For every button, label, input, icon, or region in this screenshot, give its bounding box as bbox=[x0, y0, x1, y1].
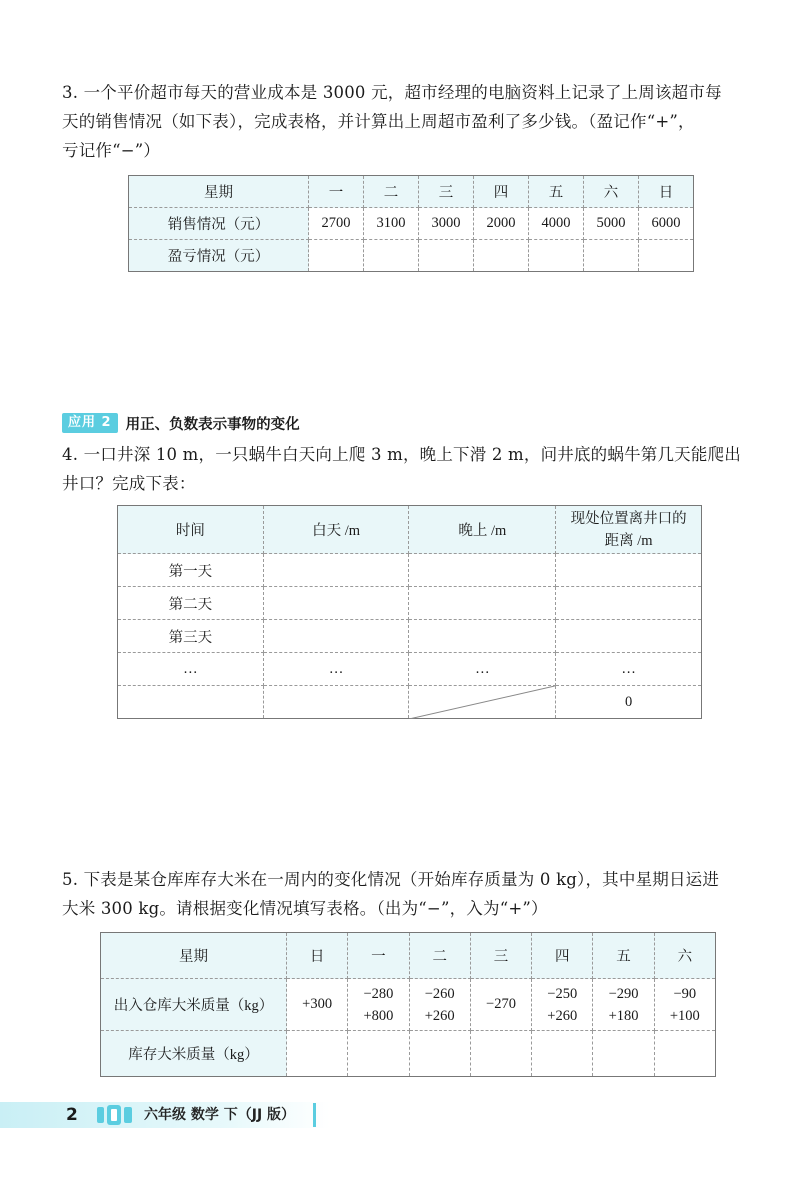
value-in: +800 bbox=[363, 1007, 394, 1024]
blank-cell[interactable] bbox=[348, 1031, 409, 1077]
header-cell: 四 bbox=[474, 176, 529, 208]
header-cell: 二 bbox=[364, 176, 419, 208]
blank-cell[interactable] bbox=[263, 686, 409, 719]
header-cell: 日 bbox=[287, 933, 348, 979]
table-cell: 5000 bbox=[584, 208, 639, 240]
row-label: 库存大米质量（kg） bbox=[101, 1031, 287, 1077]
ellipsis-cell: … bbox=[263, 653, 409, 686]
final-distance-cell: 0 bbox=[556, 686, 702, 719]
table-row bbox=[118, 686, 702, 719]
header-cell: 一 bbox=[309, 176, 364, 208]
q3-line-2: 天的销售情况（如下表），完成表格，并计算出上周超市盈利了多少钱。（盈记作“+”， bbox=[62, 112, 695, 131]
row-label: 盈亏情况（元） bbox=[129, 240, 309, 272]
blank-cell[interactable] bbox=[364, 240, 419, 272]
q3-header-row bbox=[129, 176, 694, 208]
row-label: 第三天 bbox=[118, 620, 264, 653]
blank-cell[interactable] bbox=[263, 620, 409, 653]
q3-sales-row bbox=[129, 208, 694, 240]
q5-line-1: 5. 下表是某仓库库存大米在一周内的变化情况（开始库存质量为 0 kg），其中星期日运进 bbox=[62, 870, 720, 889]
ellipsis-cell: … bbox=[409, 653, 556, 686]
value-in: +100 bbox=[669, 1007, 700, 1024]
blank-cell[interactable] bbox=[593, 1031, 654, 1077]
table-cell bbox=[348, 979, 409, 1031]
blank-cell[interactable] bbox=[556, 620, 702, 653]
q5-rice-table bbox=[100, 932, 716, 1077]
table-cell: 6000 bbox=[639, 208, 694, 240]
header-cell: 一 bbox=[348, 933, 409, 979]
q3-sales-table bbox=[128, 175, 694, 272]
table-cell: +300 bbox=[287, 979, 348, 1031]
blank-cell[interactable] bbox=[309, 240, 364, 272]
table-cell: 3000 bbox=[419, 208, 474, 240]
diagonal-line bbox=[409, 686, 555, 719]
value-out: −250 bbox=[547, 985, 578, 1002]
header-text: 距离 /m bbox=[604, 532, 653, 549]
value-in: +180 bbox=[608, 1007, 639, 1024]
q4-line-2: 井口？完成下表： bbox=[62, 474, 196, 493]
value-in: +260 bbox=[547, 1007, 578, 1024]
q5-stock-row bbox=[101, 1031, 716, 1077]
row-label: 销售情况（元） bbox=[129, 208, 309, 240]
footer-book-title: 六年级 数学 下（JJ 版） bbox=[144, 1107, 296, 1123]
table-cell bbox=[532, 979, 593, 1031]
blank-cell[interactable] bbox=[263, 587, 409, 620]
section-heading bbox=[62, 412, 300, 434]
header-cell: 日 bbox=[639, 176, 694, 208]
table-cell: 2000 bbox=[474, 208, 529, 240]
row-label: 第一天 bbox=[118, 554, 264, 587]
blank-cell[interactable] bbox=[409, 620, 556, 653]
table-cell: 2700 bbox=[309, 208, 364, 240]
table-cell bbox=[654, 979, 715, 1031]
table-cell: −270 bbox=[470, 979, 531, 1031]
header-cell: 三 bbox=[470, 933, 531, 979]
section-title: 用正、负数表示事物的变化 bbox=[125, 416, 300, 433]
header-cell: 六 bbox=[584, 176, 639, 208]
header-cell: 白天 /m bbox=[263, 506, 409, 554]
q3-line-1: 3. 一个平价超市每天的营业成本是 3000 元，超市经理的电脑资料上记录了上周该超市每 bbox=[62, 83, 722, 102]
blank-cell[interactable] bbox=[532, 1031, 593, 1077]
value-out: −90 bbox=[673, 985, 697, 1002]
blank-cell[interactable] bbox=[556, 587, 702, 620]
brand-logo-icon bbox=[95, 1104, 135, 1126]
section-tag-badge: 应用 2 bbox=[62, 413, 118, 433]
blank-cell[interactable] bbox=[409, 587, 556, 620]
diagonal-cell bbox=[409, 686, 556, 719]
blank-cell[interactable] bbox=[409, 554, 556, 587]
table-cell bbox=[409, 979, 470, 1031]
table-cell: 4000 bbox=[529, 208, 584, 240]
header-cell: 二 bbox=[409, 933, 470, 979]
footer-divider bbox=[313, 1103, 316, 1127]
blank-cell[interactable] bbox=[654, 1031, 715, 1077]
header-cell: 晚上 /m bbox=[409, 506, 556, 554]
value-out: −290 bbox=[608, 985, 639, 1002]
ellipsis-cell: … bbox=[556, 653, 702, 686]
header-cell: 三 bbox=[419, 176, 474, 208]
header-cell: 六 bbox=[654, 933, 715, 979]
row-label: 第二天 bbox=[118, 587, 264, 620]
blank-cell[interactable] bbox=[639, 240, 694, 272]
blank-cell[interactable] bbox=[263, 554, 409, 587]
question-5 bbox=[62, 865, 752, 923]
blank-cell[interactable] bbox=[474, 240, 529, 272]
question-4 bbox=[62, 440, 752, 498]
page-number: 2 bbox=[66, 1105, 78, 1125]
table-cell: 3100 bbox=[364, 208, 419, 240]
header-cell: 五 bbox=[529, 176, 584, 208]
q5-io-row bbox=[101, 979, 716, 1031]
q5-header-row bbox=[101, 933, 716, 979]
table-cell bbox=[593, 979, 654, 1031]
header-cell: 四 bbox=[532, 933, 593, 979]
value-out: −280 bbox=[363, 985, 394, 1002]
header-cell: 时间 bbox=[118, 506, 264, 554]
value-in: +260 bbox=[424, 1007, 455, 1024]
q4-line-1: 4. 一口井深 10 m，一只蜗牛白天向上爬 3 m，晚上下滑 2 m，问井底的蜗牛第几天能爬出 bbox=[62, 445, 741, 464]
blank-cell[interactable] bbox=[529, 240, 584, 272]
blank-cell[interactable] bbox=[556, 554, 702, 587]
header-cell: 星期 bbox=[101, 933, 287, 979]
header-text: 现处位置离井口的 bbox=[570, 510, 687, 527]
q4-snail-table bbox=[117, 505, 702, 719]
question-3 bbox=[62, 78, 752, 165]
header-cell: 五 bbox=[593, 933, 654, 979]
blank-cell[interactable] bbox=[584, 240, 639, 272]
table-row bbox=[118, 587, 702, 620]
blank-cell[interactable] bbox=[287, 1031, 348, 1077]
blank-cell[interactable] bbox=[118, 686, 264, 719]
q3-line-3: 亏记作“−”） bbox=[62, 141, 161, 160]
table-row bbox=[118, 554, 702, 587]
header-cell: 星期 bbox=[129, 176, 309, 208]
value-out: −260 bbox=[424, 985, 455, 1002]
row-label: 出入仓库大米质量（kg） bbox=[101, 979, 287, 1031]
blank-cell[interactable] bbox=[419, 240, 474, 272]
table-row bbox=[118, 653, 702, 686]
blank-cell[interactable] bbox=[409, 1031, 470, 1077]
q4-header-row bbox=[118, 506, 702, 554]
header-cell bbox=[556, 506, 702, 554]
blank-cell[interactable] bbox=[470, 1031, 531, 1077]
q3-profit-row bbox=[129, 240, 694, 272]
table-row bbox=[118, 620, 702, 653]
ellipsis-cell: … bbox=[118, 653, 264, 686]
q5-line-2: 大米 300 kg。请根据变化情况填写表格。（出为“−”，入为“+”） bbox=[62, 899, 548, 918]
